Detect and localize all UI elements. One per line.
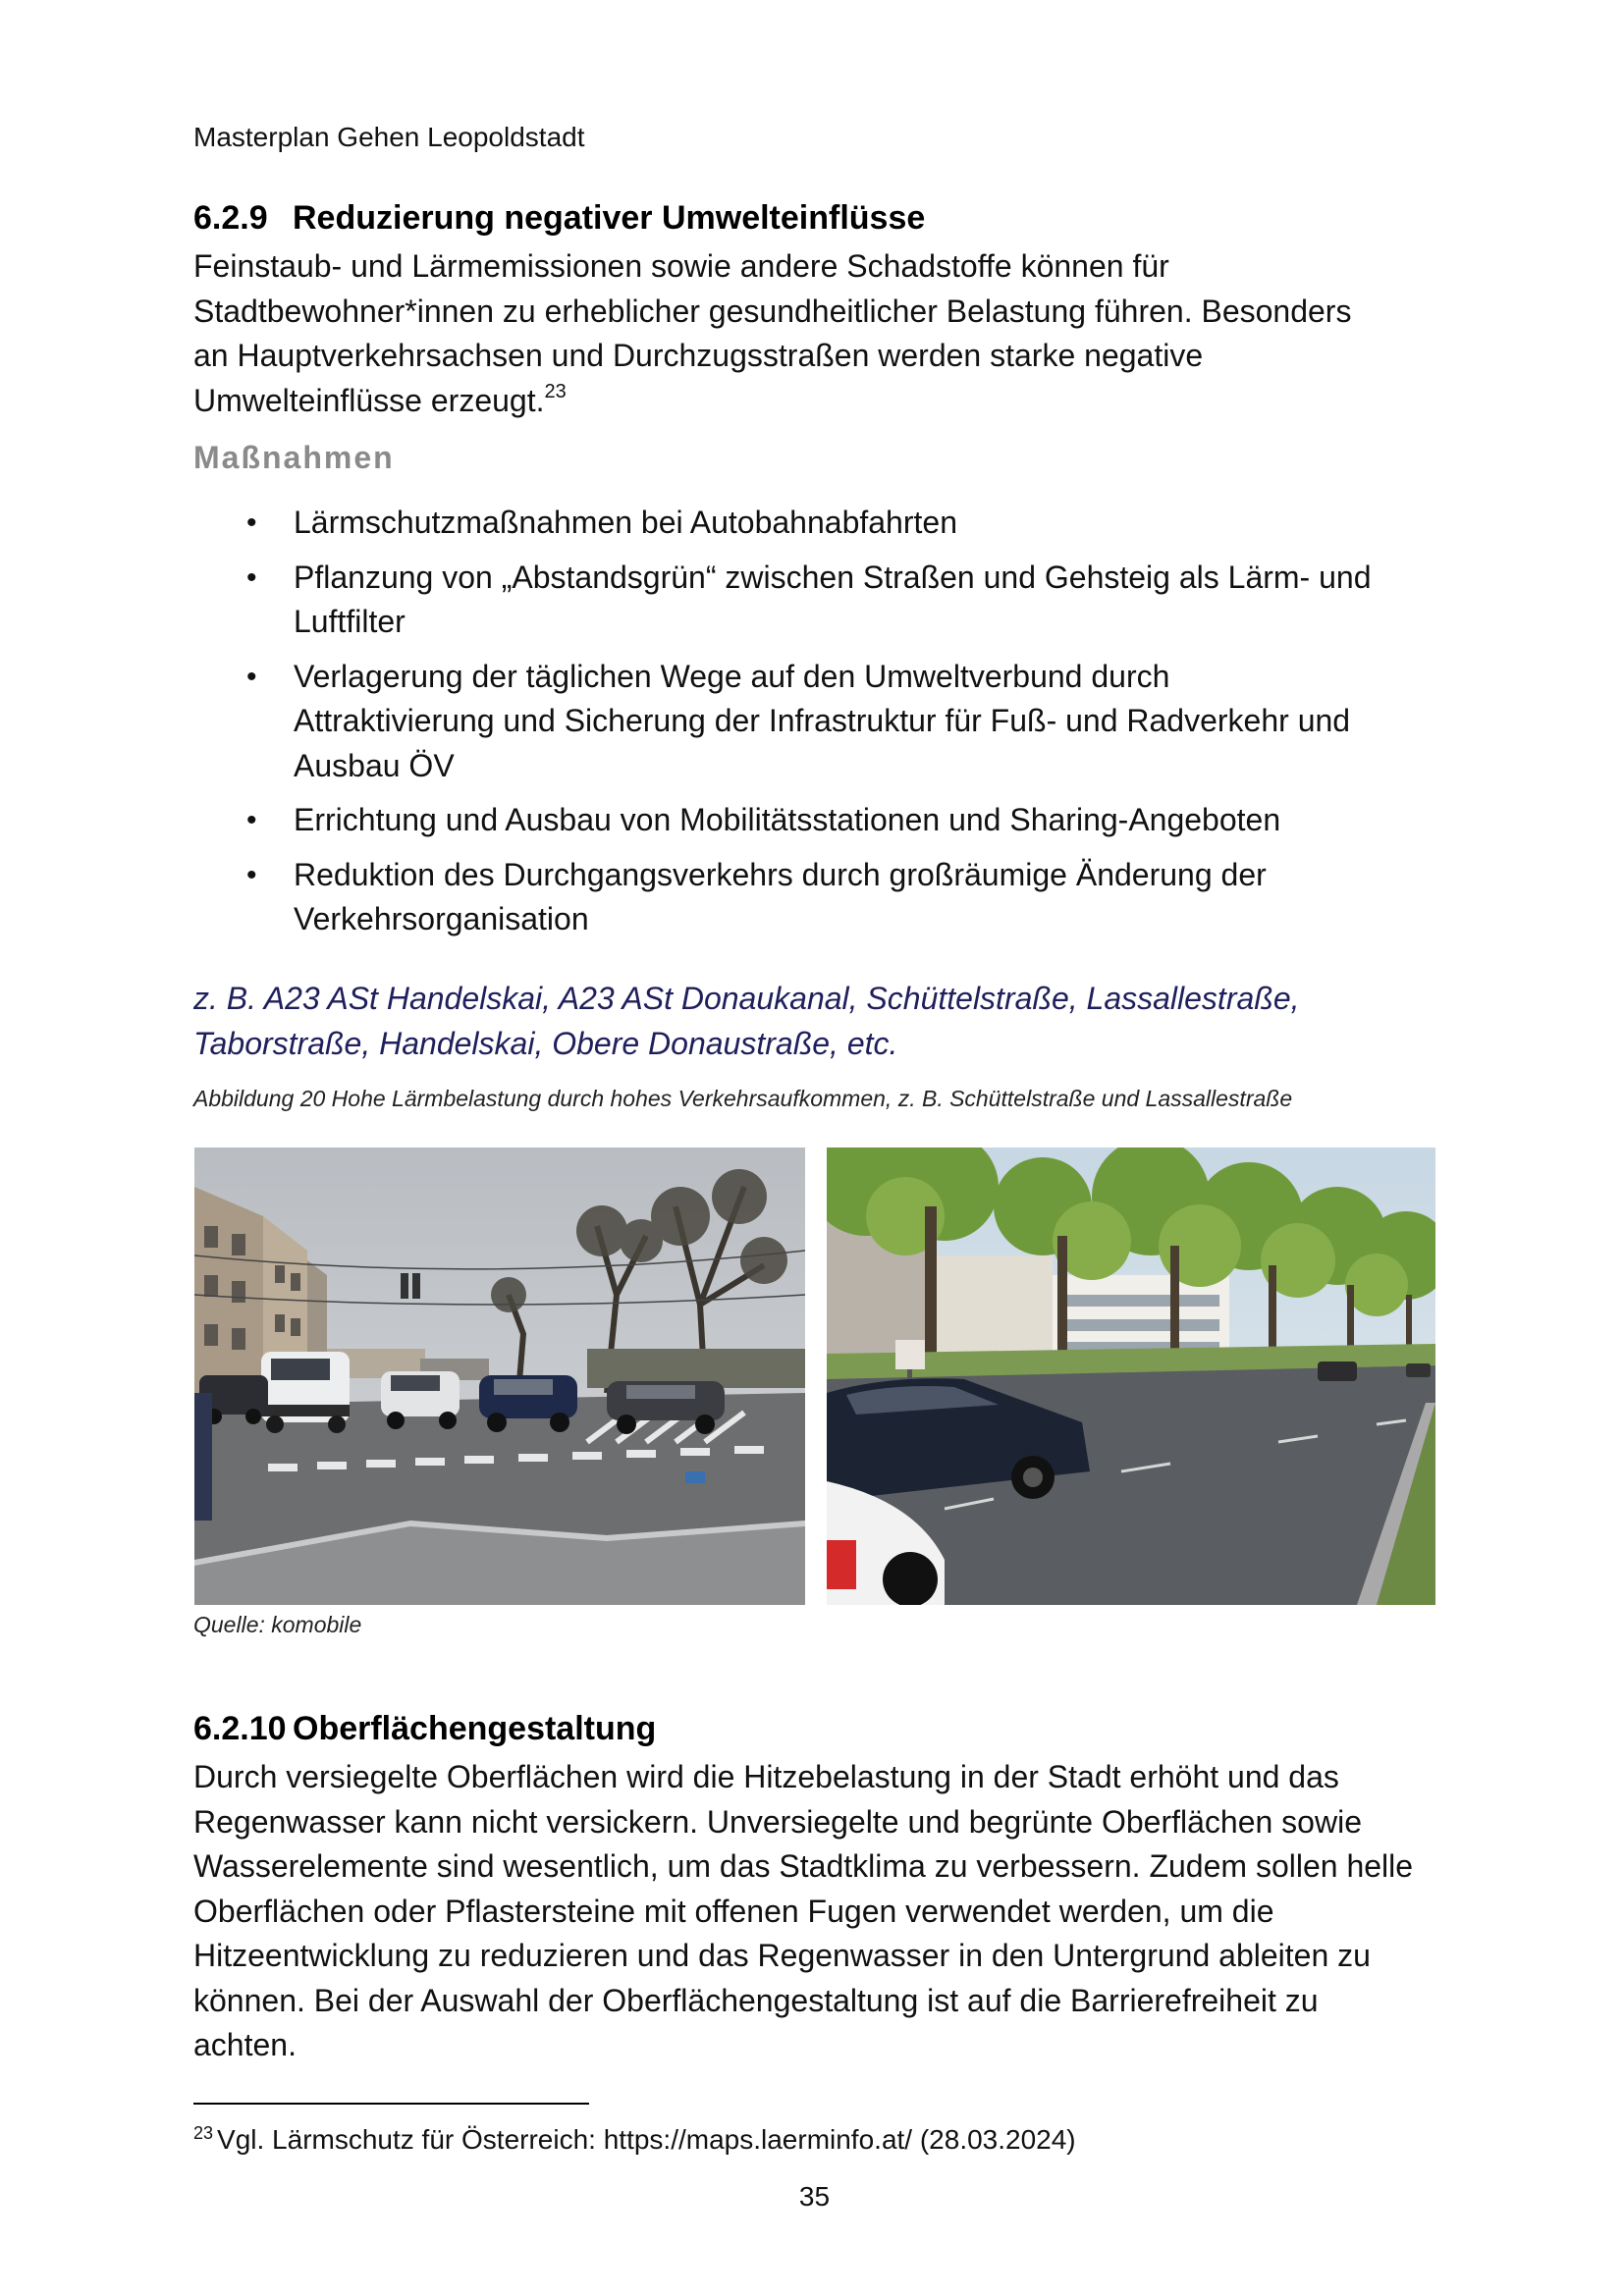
list-item-line: Luftfilter bbox=[294, 604, 406, 639]
paragraph-line: Durch versiegelte Oberflächen wird die Hitzebelastung in der Stadt erhöht und das bbox=[193, 1759, 1339, 1794]
paragraph-line: Stadtbewohner*innen zu erheblicher gesundheitlicher Belastung führen. Besonders bbox=[193, 293, 1352, 329]
section-number: 6.2.10 bbox=[193, 1710, 287, 1747]
figure-caption: Abbildung 20 Hohe Lärmbelastung durch hohes Verkehrsaufkommen, z. B. Schüttelstraße und Lassallestraße bbox=[193, 1086, 1293, 1111]
paragraph-line: Hitzeentwicklung zu reduzieren und das Regenwasser in den Untergrund ableiten zu bbox=[193, 1938, 1371, 1973]
photo-tree-lined-avenue bbox=[827, 1148, 1435, 1605]
examples-text bbox=[193, 977, 1435, 1066]
paragraph-line: Wasserelemente sind wesentlich, um das Stadtklima zu verbessern. Zudem sollen helle bbox=[193, 1848, 1414, 1884]
list-item-line: Attraktivierung und Sicherung der Infrastruktur für Fuß- und Radverkehr und bbox=[294, 703, 1351, 738]
bullet-icon: • bbox=[246, 804, 257, 836]
list-item-line: Reduktion des Durchgangsverkehrs durch großräumige Änderung der bbox=[294, 856, 1267, 892]
list-item bbox=[193, 655, 1435, 789]
section-title: Oberflächengestaltung bbox=[293, 1710, 657, 1747]
paragraph-line: achten. bbox=[193, 2027, 297, 2062]
photo-street-intersection bbox=[194, 1148, 805, 1605]
bullet-icon: • bbox=[246, 858, 257, 891]
footnote bbox=[193, 2124, 1076, 2156]
paragraph-line: Regenwasser kann nicht versickern. Unversiegelte und begrünte Oberflächen sowie bbox=[193, 1803, 1362, 1840]
paragraph-line: Feinstaub- und Lärmemissionen sowie andere Schadstoffe können für bbox=[193, 248, 1169, 284]
bullet-icon: • bbox=[246, 561, 257, 594]
paragraph-line: können. Bei der Auswahl der Oberflächengestaltung ist auf die Barrierefreiheit zu bbox=[193, 1982, 1319, 2018]
bullet-icon: • bbox=[246, 507, 257, 539]
footnote-separator bbox=[193, 2103, 589, 2105]
section-heading-6210 bbox=[193, 1710, 656, 1748]
list-item bbox=[193, 501, 1435, 546]
list-item-line: Ausbau ÖV bbox=[294, 747, 455, 783]
list-item-line: Verlagerung der täglichen Wege auf den Umweltverbund durch bbox=[294, 658, 1170, 694]
measures-list bbox=[193, 501, 1435, 952]
list-item bbox=[193, 853, 1435, 942]
measures-subheading: Maßnahmen bbox=[193, 440, 395, 475]
section-title: Reduzierung negativer Umwelteinflüsse bbox=[293, 199, 926, 237]
list-item bbox=[193, 556, 1435, 645]
examples-line: Taborstraße, Handelskai, Obere Donaustraße, etc. bbox=[193, 1025, 898, 1061]
examples-line: z. B. A23 ASt Handelskai, A23 ASt Donaukanal, Schüttelstraße, Lassallestraße, bbox=[193, 981, 1300, 1016]
figure-source: Quelle: komobile bbox=[193, 1612, 362, 1637]
list-item-line: Pflanzung von „Abstandsgrün“ zwischen Straßen und Gehsteig als Lärm- und bbox=[294, 559, 1372, 595]
list-item-line: Verkehrsorganisation bbox=[294, 901, 589, 936]
list-item bbox=[193, 798, 1435, 843]
footnote-reference[interactable]: 23 bbox=[544, 380, 567, 402]
paragraph-line: an Hauptverkehrsachsen und Durchzugsstraßen werden starke negative bbox=[193, 338, 1204, 373]
running-header: Masterplan Gehen Leopoldstadt bbox=[193, 122, 585, 152]
section-heading-629 bbox=[193, 199, 925, 238]
bullet-icon: • bbox=[246, 660, 257, 693]
footnote-number: 23 bbox=[193, 2123, 214, 2143]
section-6210-paragraph bbox=[193, 1755, 1435, 2068]
list-item-line: Lärmschutzmaßnahmen bei Autobahnabfahrten bbox=[294, 505, 957, 540]
footnote-text: Vgl. Lärmschutz für Österreich: https://maps.laerminfo.at/ (28.03.2024) bbox=[217, 2124, 1076, 2155]
section-number: 6.2.9 bbox=[193, 199, 268, 237]
paragraph-line bbox=[193, 379, 1435, 424]
section-629-paragraph bbox=[193, 244, 1435, 423]
list-item-line: Errichtung und Ausbau von Mobilitätsstationen und Sharing-Angeboten bbox=[294, 802, 1281, 837]
paragraph-line: Oberflächen oder Pflastersteine mit offenen Fugen verwendet werden, um die bbox=[193, 1893, 1274, 1929]
paragraph-line-text: Umwelteinflüsse erzeugt. bbox=[193, 382, 545, 418]
page-number: 35 bbox=[798, 2181, 831, 2212]
